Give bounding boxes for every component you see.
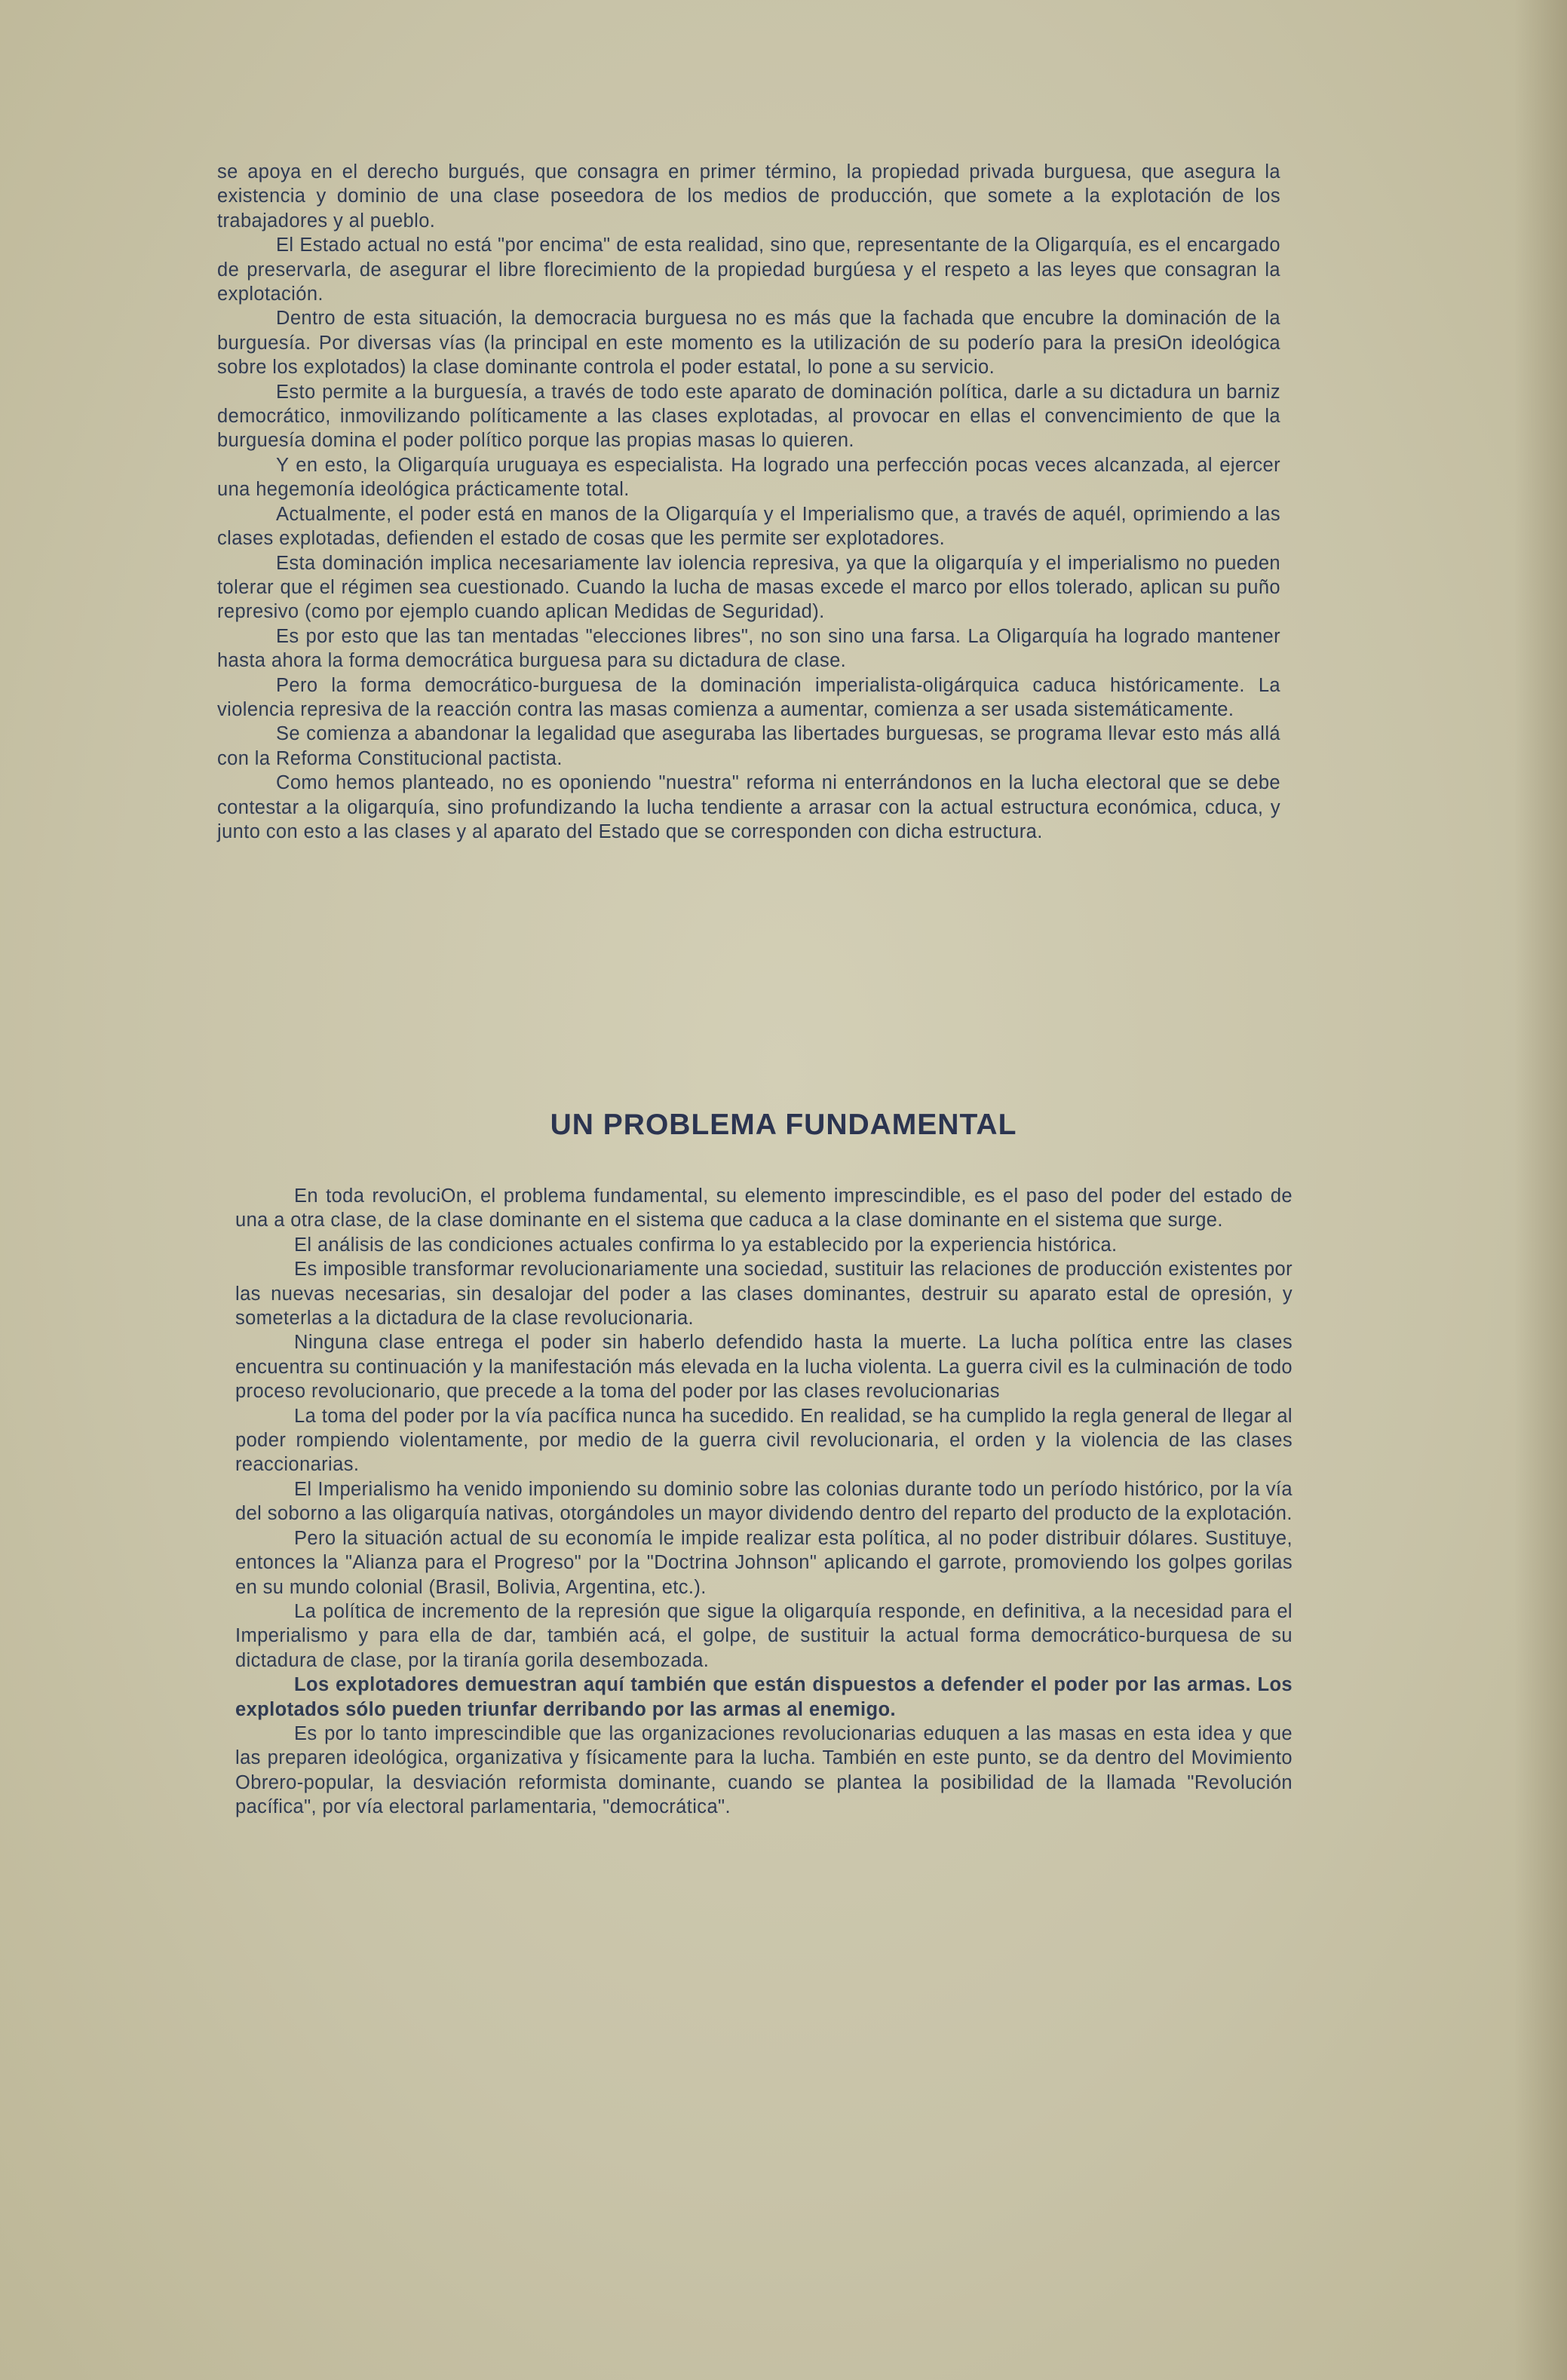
paragraph: Es por lo tanto imprescindible que las organizaciones revolucionarias eduquen a las masas en esta idea y que las preparen ideológica, organizativa y físicamente para la lucha. También en este punto, se da dentro del Movimiento Obrero-popular, la desviación reformista dominante, cuando se plantea la posibilidad de la llamada "Revolución pacífica", por vía electoral parlamentaria, "democrática".	[235, 1722, 1293, 1818]
paragraph: se apoya en el derecho burgués, que consagra en primer término, la propiedad privada burguesa, que asegura la existencia y dominio de una clase poseedora de los medios de producción, que somete a la explotación de los trabajadores y al pueblo.	[217, 161, 1280, 232]
paragraph: Es imposible transformar revolucionariamente una sociedad, sustituir las relaciones de producción existentes por las nuevas necesarias, sin desalojar del poder a las clases dominantes, destruir su aparato estal de opresión, y someterlas a la dictadura de la clase revolucionaria.	[235, 1259, 1293, 1330]
paragraph: La política de incremento de la represión que sigue la oligarquía responde, en definitiva, a la necesidad para el Imperialismo y para ella de dar, también acá, el golpe, de sustituir la actual forma democrático-burquesa de su dictadura de clase, por la tiranía gorila desembozada.	[235, 1600, 1293, 1671]
paragraph: Es por esto que las tan mentadas "elecciones libres", no son sino una farsa. La Oligarquía ha logrado mantener hasta ahora la forma democrática burguesa para su dictadura de clase.	[217, 625, 1280, 672]
text-block-lower	[235, 1184, 1293, 1820]
paragraph: Se comienza a abandonar la legalidad que aseguraba las libertades burguesas, se programa llevar esto más allá con la Reforma Constitucional pactista.	[217, 723, 1280, 769]
paragraph: El Estado actual no está "por encima" de esta realidad, sino que, representante de la Oligarquía, es el encargado de preservarla, de asegurar el libre florecimiento de la propiedad burgúesa y el respeto a las leyes que consagran la explotación.	[217, 235, 1280, 305]
paragraph: Dentro de esta situación, la democracia burguesa no es más que la fachada que encubre la dominación de la burguesía. Por diversas vías (la principal en este momento es la utilización de su poderío para la presiOn ideológica sobre los explotados) la clase dominante controla el poder estatal, lo pone a su servicio.	[217, 308, 1280, 379]
paragraph: El análisis de las condiciones actuales confirma lo ya establecido por la experiencia histórica.	[294, 1234, 1118, 1256]
paragraph: Y en esto, la Oligarquía uruguaya es especialista. Ha logrado una perfección pocas veces alcanzada, al ejercer una hegemonía ideológica prácticamente total.	[217, 454, 1280, 501]
paragraph: Pero la forma democrático-burguesa de la dominación imperialista-oligárquica caduca históricamente. La violencia represiva de la reacción contra las masas comienza a aumentar, comienza a ser usada sistemáticamente.	[217, 674, 1280, 720]
text-block-upper	[217, 160, 1280, 844]
paragraph: Esto permite a la burguesía, a través de todo este aparato de dominación política, darle a su dictadura un barniz democrático, inmovilizando políticamente a las clases explotadas, al provocar en ellas el convencimiento de que la burguesía domina el poder político porque las propias masas lo quieren.	[217, 381, 1280, 452]
paragraph: En toda revoluciOn, el problema fundamental, su elemento imprescindible, es el paso del poder del estado de una a otra clase, de la clase dominante en el sistema que caduca a la clase dominante en el sistema que surge.	[235, 1185, 1293, 1231]
paragraph: Actualmente, el poder está en manos de la Oligarquía y el Imperialismo que, a través de aquél, oprimiendo a las clases explotadas, defienden el estado de cosas que les permite ser explotadores.	[217, 503, 1280, 550]
section-heading: UN PROBLEMA FUNDAMENTAL	[550, 1109, 1017, 1141]
paragraph: Ninguna clase entrega el poder sin haberlo defendido hasta la muerte. La lucha política entre las clases encuentra su continuación y la manifestación más elevada en la lucha violenta. La guerra civil es la culminación de todo proceso revolucionario, que precede a la toma del poder por las clases revolucionarias	[235, 1332, 1293, 1403]
paragraph: La toma del poder por la vía pacífica nunca ha sucedido. En realidad, se ha cumplido la regla general de llegar al poder rompiendo violentamente, por medio de la guerra civil revolucionaria, el orden y la violencia de las clases reaccionarias.	[235, 1405, 1293, 1476]
paragraph-emphasis: Los explotadores demuestran aquí también que están dispuestos a defender el poder por las armas. Los explotados sólo pueden triunfar derribando por las armas al enemigo.	[235, 1674, 1293, 1720]
paragraph: Esta dominación implica necesariamente lav iolencia represiva, ya que la oligarquía y el imperialismo no pueden tolerar que el régimen sea cuestionado. Cuando la lucha de masas excede el marco por ellos tolerado, aplican su puño represivo (como por ejemplo cuando aplican Medidas de Seguridad).	[217, 552, 1280, 623]
paragraph: El Imperialismo ha venido imponiendo su dominio sobre las colonias durante todo un período histórico, por la vía del soborno a las oligarquía nativas, otorgándoles un mayor dividendo dentro del reparto del producto de la explotación.	[235, 1478, 1293, 1525]
paragraph: Pero la situación actual de su economía le impide realizar esta política, al no poder distribuir dólares. Sustituye, entonces la "Alianza para el Progreso" por la "Doctrina Johnson" aplicando el garrote, promoviendo los golpes gorilas en su mundo colonial (Brasil, Bolivia, Argentina, etc.).	[235, 1527, 1293, 1598]
paragraph: Como hemos planteado, no es oponiendo "nuestra" reforma ni enterrándonos en la lucha electoral que se debe contestar a la oligarquía, sino profundizando la lucha tendiente a arrasar con la actual estructura económica, cduca, y junto con esto a las clases y al aparato del Estado que se corresponden con dicha estructura.	[217, 772, 1280, 842]
